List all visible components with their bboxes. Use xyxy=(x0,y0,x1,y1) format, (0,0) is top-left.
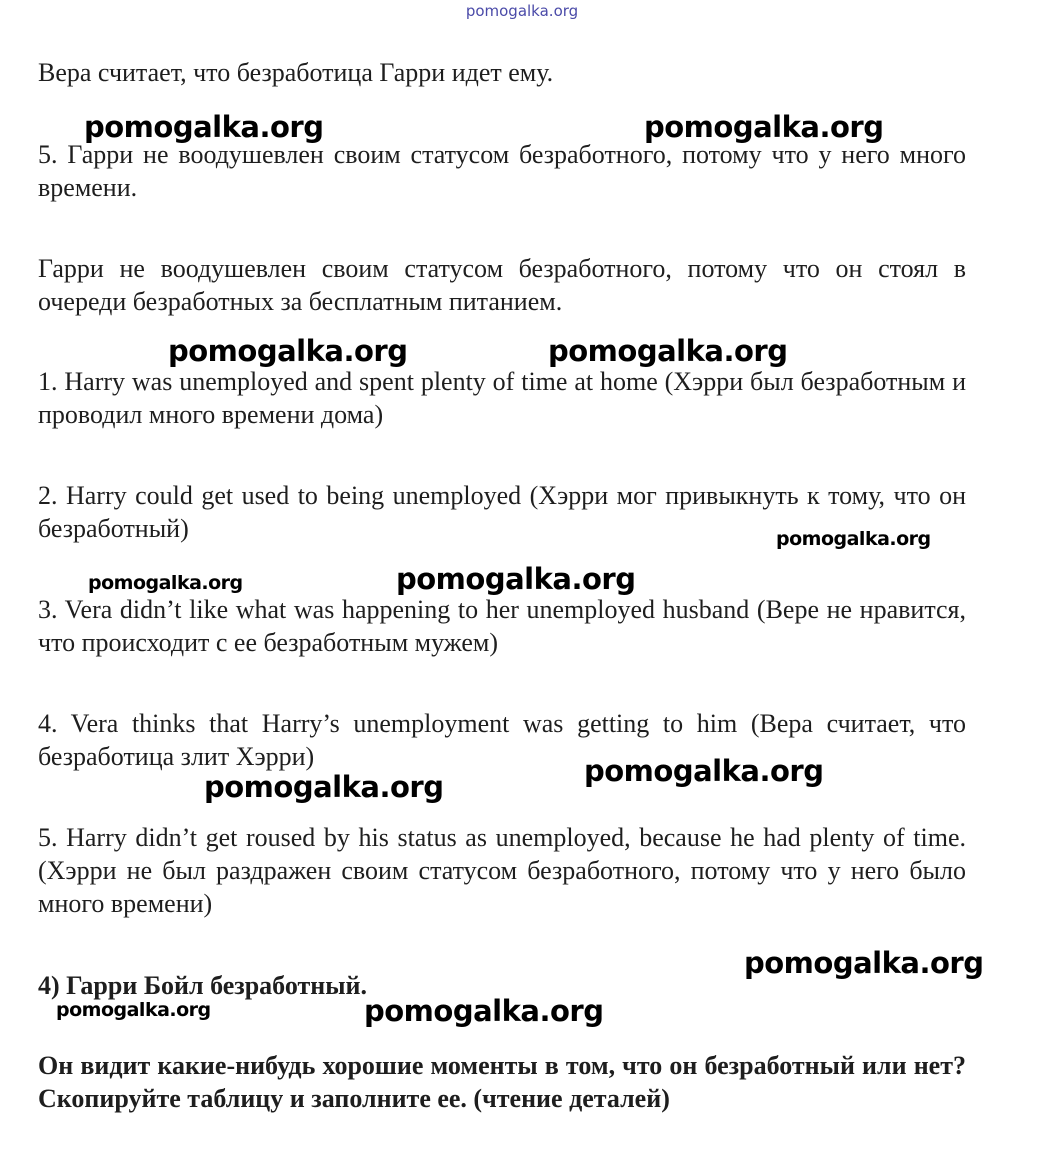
paragraph-harry-queue: Гарри не воодушевлен своим статусом безработного, потому что он стоял в очереди безработных за бесплатным питанием. xyxy=(38,254,966,316)
watermark: pomogalka.org xyxy=(168,334,408,368)
watermark: pomogalka.org xyxy=(584,754,824,788)
watermark: pomogalka.org xyxy=(204,770,444,804)
paragraph-item-5: 5. Harry didn’t get roused by his status as unemployed, because he had plenty of time. (Хэрри не был раздражен своим статусом безработного, потому что у него было много времени) xyxy=(38,823,966,918)
watermark: pomogalka.org xyxy=(548,334,788,368)
task-text: Он видит какие-нибудь хорошие моменты в том, что он безработный или нет? Скопируйте таблицу и заполните ее. (чтение деталей) xyxy=(38,1051,966,1113)
paragraph-item-4: 4. Vera thinks that Harry’s unemployment was getting to him (Вера считает, что безработица злит Хэрри) xyxy=(38,709,966,771)
paragraph-item-5-ru: 5. Гарри не воодушевлен своим статусом безработного, потому что у него много времени. xyxy=(38,140,966,202)
watermark: pomogalka.org xyxy=(364,994,604,1028)
watermark: pomogalka.org xyxy=(84,110,324,144)
paragraph-vera-thinks: Вера считает, что безработица Гарри идет ему. xyxy=(38,58,554,87)
watermark: pomogalka.org xyxy=(396,562,636,596)
paragraph-item-1: 1. Harry was unemployed and spent plenty of time at home (Хэрри был безработным и проводил много времени дома) xyxy=(38,367,966,429)
watermark: pomogalka.org xyxy=(56,999,211,1021)
watermark: pomogalka.org xyxy=(88,572,243,594)
paragraph-item-2: 2. Harry could get used to being unemployed (Хэрри мог привыкнуть к тому, что он безработный) xyxy=(38,481,966,543)
paragraph-item-3: 3. Vera didn’t like what was happening to her unemployed husband (Вере не нравится, что происходит с ее безработным мужем) xyxy=(38,595,966,657)
watermark: pomogalka.org xyxy=(744,946,984,980)
header-watermark: pomogalka.org xyxy=(465,2,579,20)
section-heading: 4) Гарри Бойл безработный. xyxy=(38,971,368,1000)
watermark: pomogalka.org xyxy=(644,110,884,144)
watermark: pomogalka.org xyxy=(776,528,931,550)
